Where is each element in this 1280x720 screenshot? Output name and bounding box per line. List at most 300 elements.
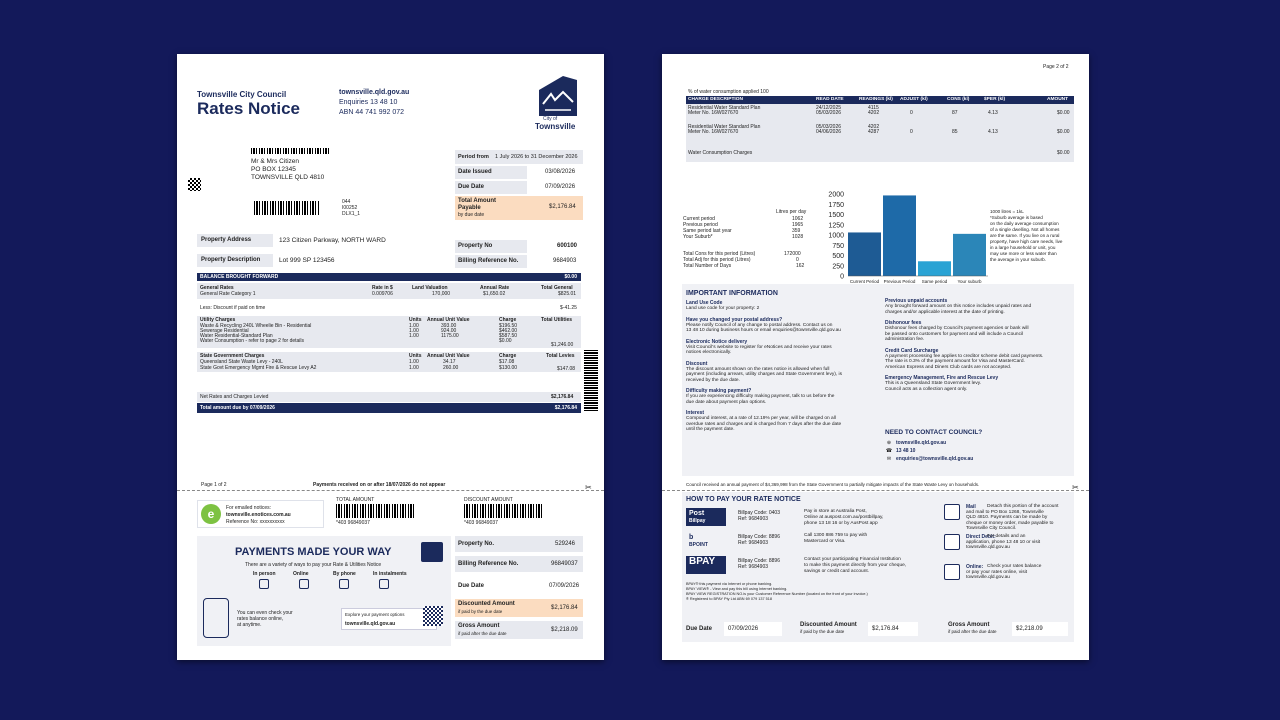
charge-row-date: 05/03/2026 [816,110,842,116]
web-icon: ⊕ [886,440,892,446]
total-payable-label: Total Amount [458,198,496,204]
info-line: If you are experiencing difficulty making payment, talk to us before the [686,394,835,399]
discount-amount-label: DISCOUNT AMOUNT [464,497,513,503]
totals-row-value: 0 [796,257,799,263]
utility-charge-header: Charge [499,317,517,323]
charge-row-reading: 4287 [868,129,880,135]
important-info-panel [682,284,1074,476]
utility-row-label: Waste & Recycling 240L Wheelie Bin - Residential [200,323,312,329]
small-code-2: I00252 [342,205,358,211]
state-charge-header: Charge [499,353,517,359]
biller-ref: Ref: 9684903 [738,564,769,570]
info-line: payment (including arrears, utility charges and State Government levy), is [686,372,842,377]
property-desc-value: Lot 999 SP 123456 [279,257,335,264]
y-tick-label: 500 [832,253,844,260]
info-line: Any brought forward amount on this notice includes unpaid rates and [885,304,1032,309]
state-row-unit-value: 34.17 [443,359,456,365]
y-tick-label: 1500 [828,212,844,219]
usage-header: Litres per day [776,209,807,215]
totals-row-label: Total Cons for this period (Litres) [683,251,756,257]
info-line: charges and/or applicable interest at the date of printing. [885,309,1005,315]
info-line: Council acts as a collection agent only. [885,386,968,392]
datamatrix-code [188,178,201,191]
biller-code: Billpay Code: 8896 [738,534,780,540]
right-method-line: For details and an [987,534,1026,539]
totals-row-label: Total Adj for this period (Litres) [683,257,751,263]
side-barcode [584,349,598,411]
state-total: $147.08 [557,366,576,372]
small-code-1: 044 [342,199,351,205]
info-line: The discount amount shown on the rates notice is allowed when full [686,366,830,372]
footer-note: Council received an annual payment of $4,369,998 from the State Government to partially mitigate impacts of the State Waste Levy on households. [686,482,980,487]
page-number-1: Page 1 of 2 [201,482,227,488]
bar-4 [953,234,986,276]
stub-gross-sub: if paid after the due date [458,631,507,636]
check-online-3: at anytime. [237,622,262,628]
chart-note-line: the average in your suburb. [990,257,1046,262]
method-desc: Pay in store at Australia Post, [804,509,867,514]
date-issued-value: 03/08/2026 [545,169,576,175]
state-row-charge: $130.00 [499,365,518,371]
payment-brand-logo [686,532,726,550]
info-heading: Credit Card Surcharge [885,347,939,354]
bottom-gross-label: Gross Amount [948,622,990,628]
logo-small-text: City of [543,116,558,122]
explore-label: Explore your payment options [345,612,405,617]
period-value: 1 July 2026 to 31 December 2026 [495,154,578,160]
how-to-pay-panel [682,492,1074,642]
charge-row-amount: $0.00 [1057,129,1070,135]
explore-url[interactable]: townsville.qld.gov.au [345,621,396,627]
info-line: Please notify Council of any change to postal address. Contact us on [686,322,833,328]
scissors-icon: ✂ [585,483,592,492]
chart-note-line: property, have high care needs, live [990,239,1063,244]
y-tick-label: 1000 [828,232,844,240]
info-line: The rate is 0.3% of the payment amount for Visa and MasterCard. [885,359,1025,364]
brand-name-2: BPOINT [689,542,708,548]
discount-amount-barcode [464,504,542,518]
total-due-label: Total amount due by 07/09/2026 [200,405,275,411]
online-icon [944,564,960,580]
info-line: 13 48 10 during business hours or email enquiries@townsville.qld.gov.au [686,328,841,333]
x-tick-label: Your suburb [957,279,982,284]
charge-row-date: 05/03/2026 [816,124,842,130]
utility-total-header: Total Utilities [541,317,573,323]
utility-row-unit-value: 924.00 [441,328,457,334]
chart-note-line: in a large household or unit, you [990,245,1056,250]
charge-header: AMOUNT [1047,97,1069,102]
biller-code: Billpay Code: 8896 [738,558,780,564]
total-amount-code: *403 96849037 [336,520,370,526]
utility-label: Utility Charges [200,317,236,323]
pay-method-label: In person [253,571,276,577]
stub-billing-label: Billing Reference No. [458,561,519,567]
phone-hand-icon [203,598,229,638]
total-general-header: Total General [541,285,573,291]
addressee-line-2: TOWNSVILLE QLD 4810 [251,174,325,181]
info-heading: Previous unpaid accounts [885,298,948,304]
state-row-label: State Govt Emergency Mgmt Fire & Rescue Levy A2 [200,365,317,371]
pay-method-3-icon [339,579,349,589]
info-heading: Interest [686,410,705,416]
pay-method-label: In instalments [373,571,407,577]
general-rate-valuation: 170,000 [432,291,451,297]
stub-disc-value: $2,176.84 [551,605,578,611]
rates-notice-page-2 [662,54,1089,660]
charge-row-per: 4.13 [988,129,998,135]
balance-bar [197,273,581,281]
water-usage-chart [812,188,998,286]
chart-note-line: on the daily average consumption [990,221,1059,226]
property-no-label: Property No [458,243,493,249]
stub-property-value: 529246 [555,541,576,547]
date-issued-label: Date Issued [458,169,492,175]
important-title: IMPORTANT INFORMATION [686,290,778,297]
reference-no: Reference No: xxxxxxxxxx [226,519,285,525]
property-address-label: Property Address [201,237,252,243]
right-method-line: and mail to PO Box 1268, Townsville [966,509,1044,515]
utility-row-charge: $0.00 [499,338,512,344]
info-heading: Have you changed your postal address? [686,316,783,323]
state-row-unit-value: 260.00 [443,365,459,371]
notice-title: Rates Notice [197,99,300,118]
info-line: This is a Queensland State Government levy. [885,381,982,386]
stub-disc-label: Discounted Amount [458,601,515,607]
stub-gross-label: Gross Amount [458,623,500,629]
total-payable-value: $2,176.84 [549,204,576,210]
council-website: townsville.qld.gov.au [339,89,410,96]
info-line: Land use code for your property: 2 [686,306,760,311]
tear-off-line [177,490,604,491]
right-method-line: townsville.qld.gov.au [966,545,1010,550]
bpay-fine-print: BPAY® this payment via Internet or phone banking. [686,582,773,586]
utility-row-label: Sewerage Residential [200,328,249,334]
stub-due-label: Due Date [458,583,485,589]
enquiries-phone: Enquiries 13 48 10 [339,99,398,106]
charge-row-desc: Meter No. 16W027670 [688,129,739,135]
phone-icon: ☎ [885,448,893,454]
method-desc: phone 13 18 16 or by AusPost app [804,521,878,526]
page-number-2: Page 2 of 2 [1043,64,1069,70]
right-method-line: townsville.qld.gov.au [966,575,1010,580]
utility-row-charge: $462.00 [499,328,518,334]
small-code-3: DLX1_1 [342,211,361,217]
utility-row-unit-value: 393.00 [441,323,457,329]
due-date-value: 07/09/2026 [545,184,576,190]
stub-property-label: Property No. [458,541,495,547]
total-due-value: $2,176.84 [554,405,577,411]
total-amount-barcode [336,504,414,518]
x-tick-label: Previous Period [883,279,916,284]
address-barcode [254,201,320,215]
charge-row-desc: Meter No. 16W027670 [688,110,739,116]
state-total-header: Total Levies [546,353,575,359]
right-method-line: Townsville City Council. [966,526,1017,531]
summary-box [455,150,583,274]
abn: ABN 44 741 992 072 [339,109,404,116]
billing-ref-value: 9684903 [553,258,577,264]
utility-row-charge: $196.50 [499,323,518,329]
balance-label: BALANCE BROUGHT FORWARD [200,274,279,280]
contact-email[interactable]: enquiries@townsville.qld.gov.au [896,456,974,462]
utility-unit-header: Annual Unit Value [427,317,470,323]
bpay-fine-print: BPAY VIEW® - View and pay this bill using Internet banking. [686,587,788,591]
payment-brand-logo [686,556,726,574]
contact-phone[interactable]: 13 48 10 [896,448,916,454]
council-name: Townsville City Council [197,90,287,99]
payment-brand-logo [686,508,726,526]
totals-row-value: 172000 [784,251,801,257]
info-line: Visit Council's website to register for eNotices and receive your rates [686,344,832,350]
net-label: Net Rates and Charges Levied [200,394,269,400]
charge-header: READINGS (kl) [859,97,893,102]
charge-header: ADJUST (kl) [900,97,928,102]
biller-ref: Ref: 9684903 [738,540,769,546]
charge-header: CONS (kl) [947,97,970,102]
info-line: notices electronically. [686,350,732,355]
council-mini-logo-icon [421,542,443,562]
right-method-line: QLD 4810. Payments can be made by [966,515,1048,520]
bpay-fine-print: BPAY VIEW REGISTRATION NO.is your Customer Reference Number (located on the front of your invoice.) [686,592,868,596]
water-charges-label: Water Consumption Charges [688,150,753,156]
right-method-line: or pay your rates online, visit [966,569,1028,575]
bar-1 [848,232,881,276]
usage-row-label: Current period [683,216,715,222]
balance-value: $0.00 [564,274,577,280]
x-tick-label: Current Period [849,279,880,284]
scissors-icon-2: ✂ [1072,483,1079,492]
charge-row-cons: 87 [952,110,958,116]
discount-label: Less: Discount if paid on time [200,305,266,311]
charge-row-cons: 85 [952,129,958,135]
info-heading: Emergency Management, Fire and Rescue Levy [885,375,999,381]
pay-method-4-icon [379,579,389,589]
charge-row-adjust: 0 [910,110,913,116]
brand-name-2: Billpay [689,518,706,524]
info-line: received by the due date. [686,377,740,383]
pay-method-1-icon [259,579,269,589]
right-method-line: cheque or money order, made payable to [966,520,1054,526]
utility-row-charge: $587.50 [499,333,518,339]
state-units-header: Units [409,353,422,359]
info-line: overdue rates and charges and is charged from 7 days after the due date [686,421,842,427]
usage-row-label: Your Suburb* [683,234,713,240]
charge-row-adjust: 0 [910,129,913,135]
info-heading: Dishonour fees [885,320,922,326]
info-heading: Electronic Notice delivery [686,338,748,345]
stub-gross-value: $2,218.09 [551,627,578,633]
brand-name: Post [689,510,705,517]
payment-stub-box [455,536,583,646]
y-tick-label: 2000 [828,191,844,199]
tear-off-line-2 [662,490,1089,491]
billing-ref-label: Billing Reference No. [458,258,519,264]
state-row-label: Queensland State Waste Levy - 240L [200,359,283,365]
info-line: A payment processing fee applies to creditor scheme debit card payments. [885,353,1044,359]
rates-notice-page-1 [177,54,604,660]
utility-total: $1,246.00 [551,342,574,348]
chart-note-line: may use more or less water than [990,251,1057,256]
stub-disc-sub: if paid by the due date [458,609,503,614]
y-tick-label: 250 [832,263,844,271]
property-no-value: 600100 [557,243,578,249]
mail-icon [944,504,960,520]
info-heading: Land Use Code [686,300,723,306]
info-line: administration fee. [885,337,925,342]
property-address-value: 123 Citizen Parkway, NORTH WARD [279,237,386,244]
info-heading: Difficulty making payment? [686,388,752,394]
charge-row-reading: 4202 [868,124,880,130]
check-online-1: You can even check your [237,610,293,616]
payments-panel [197,536,451,646]
discount-amount-code: *403 96849037 [464,520,498,526]
enotices-box [197,500,324,528]
utility-row-label: Water Consumption - refer to page 2 for details [200,338,305,344]
payments-subtitle: There are a variety of ways to pay your Rate & Utilities Notice [245,562,382,568]
payments-notice: Payments received on or after 18/07/2026 do not appear [313,482,446,488]
method-desc: Contact your participating Financial Institution [804,557,901,562]
usage-row-value: 1062 [792,216,804,222]
info-line: until the payment date. [686,427,735,432]
usage-row-label: Same period last year [683,228,732,234]
right-method-heading: Online: [966,564,984,570]
utility-row-label: Water Residential-Standard Plan [200,333,273,339]
stub-due-value: 07/09/2026 [549,583,580,589]
info-line: due date about payment plan options. [686,399,767,405]
utility-row-units: 1.00 [409,333,419,339]
y-tick-label: 0 [840,273,844,281]
bottom-disc-label: Discounted Amount [800,622,857,628]
how-to-pay-title: HOW TO PAY YOUR RATE NOTICE [686,496,801,503]
total-payable-sub: by due date [458,212,485,218]
charge-row-reading: 4202 [868,110,880,116]
council-logo [533,70,585,134]
totals-row-value: 162 [796,263,805,269]
method-desc: Online at auspost.com.au/postbillpay, [804,515,884,520]
charge-row-amount: $0.00 [1057,110,1070,116]
charge-header: READ DATE [816,97,844,102]
enotices-icon: e [201,504,221,524]
addressee-line-1: PO BOX 12345 [251,166,296,173]
x-tick-label: Same period [921,279,948,284]
annual-rate-header: Annual Rate [480,285,510,291]
method-desc: to make this payment directly from your cheque, [804,563,907,568]
y-tick-label: 750 [832,242,844,250]
charge-row-per: 4.13 [988,110,998,116]
check-online-2: rates balance online, [237,616,284,622]
due-date-label: Due Date [458,184,485,190]
pay-method-label: By phone [333,571,356,577]
qr-code-icon [423,606,443,626]
chart-note-line: of a single dwelling. Not all homes [990,227,1060,232]
utility-row-units: 1.00 [409,323,419,329]
right-method-line: Check your rates balance [987,564,1042,569]
info-line: Dishonour fees charged by Council's payment agencies or bank will [885,326,1029,331]
method-desc: Mastercard or Visa. [804,539,846,544]
biller-ref: Ref: 9684903 [738,516,769,522]
usage-row-value: 1965 [792,222,804,228]
utility-units-header: Units [409,317,422,323]
totals-row-label: Total Number of Days [683,263,732,269]
method-desc: savings or credit card account. [804,569,870,574]
pay-method-label: Online [293,571,309,577]
state-row-units: 1.00 [409,365,419,371]
state-row-charge: $17.08 [499,359,515,365]
brand-name: BPAY [689,556,716,567]
y-tick-label: 1250 [828,222,844,230]
chart-note-line: are the same. If you live on a rural [990,233,1060,238]
postal-barcode [251,148,329,154]
total-due-bar [197,403,581,413]
charge-row-desc: Residential Water Standard Plan [688,124,761,130]
general-rate-annual: $1,650.02 [483,291,506,297]
biller-code: Billpay Code: 0403 [738,510,780,516]
info-line: American Express and Diners Club cards are not accepted. [885,364,1012,370]
property-desc-label: Property Description [201,257,261,263]
bar-2 [883,195,916,276]
discount-value: $-41.25 [560,305,577,311]
right-method-line: Detach this portion of the account [987,504,1059,509]
brand-name: b [689,534,694,541]
valuation-header: Land Valuation [412,285,448,291]
bottom-disc-sub: if paid by the due date [800,629,845,634]
bottom-due-label: Due Date [686,626,713,632]
chart-note-line: *Suburb average is based [990,215,1043,220]
right-method-line: application, phone 13 48 10 or visit [966,539,1041,545]
method-desc: Call 1300 886 759 to pay with [804,533,868,538]
usage-row-value: 1028 [792,234,804,240]
utility-row-units: 1.00 [409,328,419,334]
state-label: State Government Charges [200,353,265,359]
total-amount-label: TOTAL AMOUNT [336,497,375,503]
contact-web[interactable]: townsville.qld.gov.au [896,440,947,446]
stub-billing-value: 96849037 [551,561,578,567]
right-method-heading: Mail [966,504,976,510]
right-method-heading: Direct Debit: [966,534,996,540]
state-row-units: 1.00 [409,359,419,365]
info-heading: Discount [686,360,708,367]
addressee-name: Mr & Mrs Citizen [251,158,300,165]
bpay-fine-print: ® Registered to BPAY Pty Ltd ABN 69 079 137 518 [686,597,772,601]
emailed-url: townsville.enotices.com.au [226,512,291,518]
direct-debit-icon [944,534,960,550]
chart-note-line: 1000 litres = 1kL [990,209,1024,214]
rate-header: Rate in $ [372,285,393,291]
general-rate-row-label: General Rate Category 1 [200,291,256,297]
charge-header: CHARGE DESCRIPTION [688,97,743,102]
period-label: Period from [458,154,489,160]
bottom-due-value: 07/09/2026 [728,626,759,632]
total-payable-label-2: Payable [458,205,481,211]
bottom-gross-sub: if paid after the due date [948,629,997,634]
usage-row-label: Previous period [683,222,718,228]
payments-title: PAYMENTS MADE YOUR WAY [235,546,392,558]
contact-title: NEED TO CONTACT COUNCIL? [885,429,983,436]
usage-row-value: 359 [792,228,801,234]
email-icon: ✉ [886,456,892,462]
charge-header: $PER (kl) [984,97,1006,102]
info-line: be passed onto customers for payment and will include a Council [885,331,1024,337]
general-rate-in-dollar: 0.009706 [372,291,393,297]
pay-method-2-icon [299,579,309,589]
state-unit-header: Annual Unit Value [427,353,470,359]
charge-row-reading: 4115 [868,105,879,111]
logo-big-text: Townsville [535,122,576,131]
charge-row-desc: Residential Water Standard Plan [688,105,761,111]
water-charges-value: $0.00 [1057,150,1070,156]
bottom-gross-value: $2,218.09 [1016,626,1043,632]
net-value: $2,176.84 [551,394,574,400]
